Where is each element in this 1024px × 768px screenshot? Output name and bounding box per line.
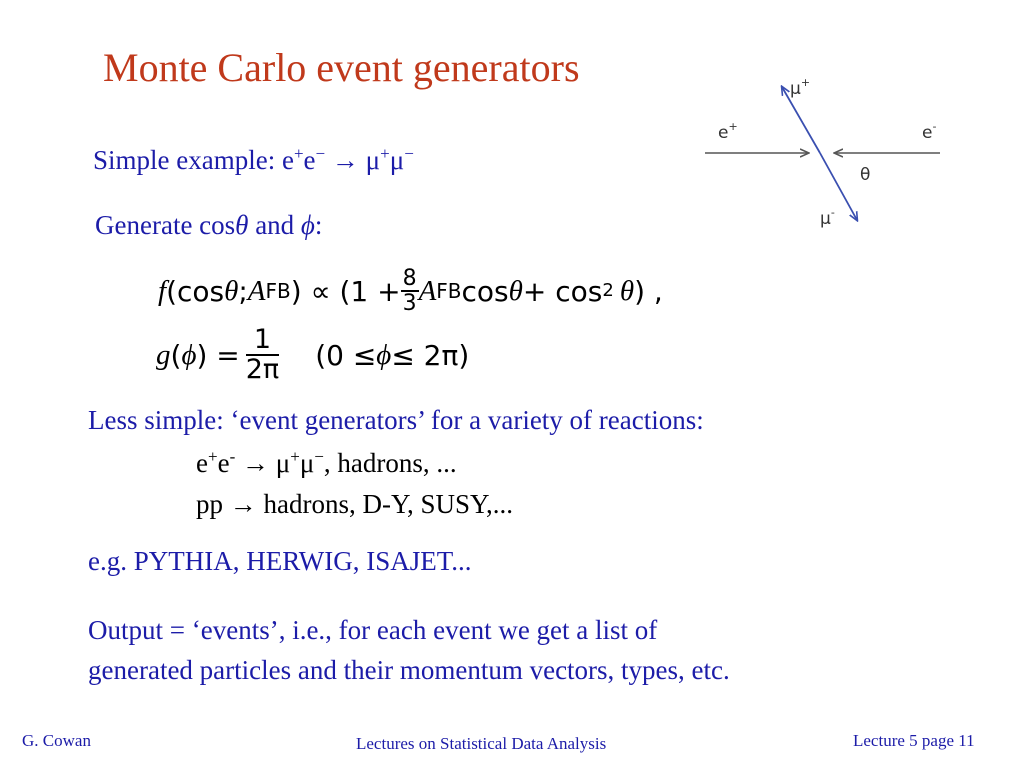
- simple-sup-plus: +: [293, 144, 304, 163]
- reaction-ee-line: [196, 448, 457, 479]
- eq1-theta3: θ: [619, 274, 635, 307]
- generate-theta: θ: [235, 210, 249, 240]
- eq1-frac-num: 8: [402, 265, 417, 291]
- simple-sup-minus: −: [315, 144, 326, 163]
- reaction1-e2: e: [217, 448, 230, 478]
- eq1-semi: ;: [238, 274, 248, 308]
- eq1-arg-open: (cos: [166, 274, 225, 308]
- eq1-fraction: [401, 267, 419, 315]
- eq1-A2: A: [418, 274, 437, 307]
- eq1-f: f: [158, 274, 167, 307]
- mu-plus-track-arrow: [782, 87, 820, 153]
- output-line-2: generated particles and their momentum vectors, types, etc.: [88, 655, 730, 685]
- generate-phi: ϕ: [300, 210, 315, 240]
- eq1-A: A: [247, 274, 266, 307]
- simple-arrow-mu: → μ: [325, 145, 381, 175]
- footer-page: Lecture 5 page 11: [853, 731, 975, 750]
- simple-example-prefix: Simple example: e: [93, 145, 294, 175]
- footer-author: G. Cowan: [22, 731, 91, 750]
- diagram-e-plus-label: e+: [718, 120, 738, 143]
- simple-sup-mu-plus: +: [380, 144, 390, 163]
- reaction1-e: e: [196, 448, 208, 478]
- eq2-range-open: (0 ≤: [315, 338, 377, 372]
- equation-g: [156, 318, 469, 392]
- eq2-range-close: ≤ 2π): [391, 338, 470, 372]
- diagram-mu-plus-label: μ+: [790, 76, 811, 99]
- equation-f: f (cos θ ; A FB ) ∝ (1 + $\frac{8}{3}$ A FB cos θ + cos 2 θ ) ,: [158, 265, 663, 316]
- eq2-frac-num: 1: [246, 326, 279, 356]
- slide-title: Monte Carlo event generators: [103, 45, 580, 90]
- simple-mu: μ: [389, 145, 405, 175]
- diagram-theta-label: θ: [860, 165, 871, 185]
- reaction1-sup-plus: +: [207, 447, 218, 466]
- eq1-cos1: cos: [461, 274, 509, 308]
- eq1-frac-den: 3: [402, 291, 417, 316]
- generate-line: [95, 210, 322, 241]
- reaction1-sup-mu-minus: −: [314, 447, 324, 466]
- output-line-1: Output = ‘events’, i.e., for each event we get a list of: [88, 615, 658, 645]
- generate-and: and: [248, 210, 301, 240]
- eq2-fraction: [245, 323, 280, 385]
- diagram-e-minus-label: e-: [922, 120, 937, 143]
- reaction1-rest: , hadrons, ...: [323, 448, 457, 478]
- reaction1-sup-minus: -: [229, 447, 236, 466]
- eq2-phi2: ϕ: [376, 338, 392, 371]
- eq1-theta: θ: [224, 274, 239, 307]
- generate-colon: :: [314, 210, 323, 240]
- reaction1-mu: μ: [299, 448, 315, 478]
- eq2-close-eq: ) =: [196, 338, 240, 372]
- simple-example-line: [93, 145, 414, 176]
- example-generators-line: [88, 546, 471, 577]
- generate-prefix: Generate cos: [95, 210, 236, 240]
- eq1-close: ) ,: [634, 274, 663, 308]
- eq2-phi: ϕ: [181, 338, 197, 371]
- eg-prefix: e.g.: [88, 546, 134, 576]
- scattering-diagram: [690, 70, 960, 240]
- reaction1-arrow: → μ: [235, 448, 291, 478]
- simple-e: e: [303, 145, 316, 175]
- eg-list: PYTHIA, HERWIG, ISAJET...: [133, 546, 472, 576]
- eq2-g: g: [156, 338, 171, 371]
- footer-course: Lectures on Statistical Data Analysis: [356, 734, 607, 753]
- eq1-rhs-open: ) ∝ (1 +: [290, 274, 401, 308]
- eq1-theta2: θ: [508, 274, 523, 307]
- eq2-frac-den: 2π: [245, 354, 280, 385]
- less-simple-line: Less simple: ‘event generators’ for a variety of reactions:: [88, 405, 704, 435]
- reaction-pp-line: pp → hadrons, D-Y, SUSY,...: [196, 489, 514, 519]
- reaction1-sup-mu-plus: +: [290, 447, 300, 466]
- eq2-open: (: [170, 338, 182, 372]
- simple-sup-mu-minus: −: [404, 144, 414, 163]
- diagram-mu-minus-label: μ-: [820, 206, 835, 229]
- eq1-plus-cos: + cos: [522, 274, 603, 308]
